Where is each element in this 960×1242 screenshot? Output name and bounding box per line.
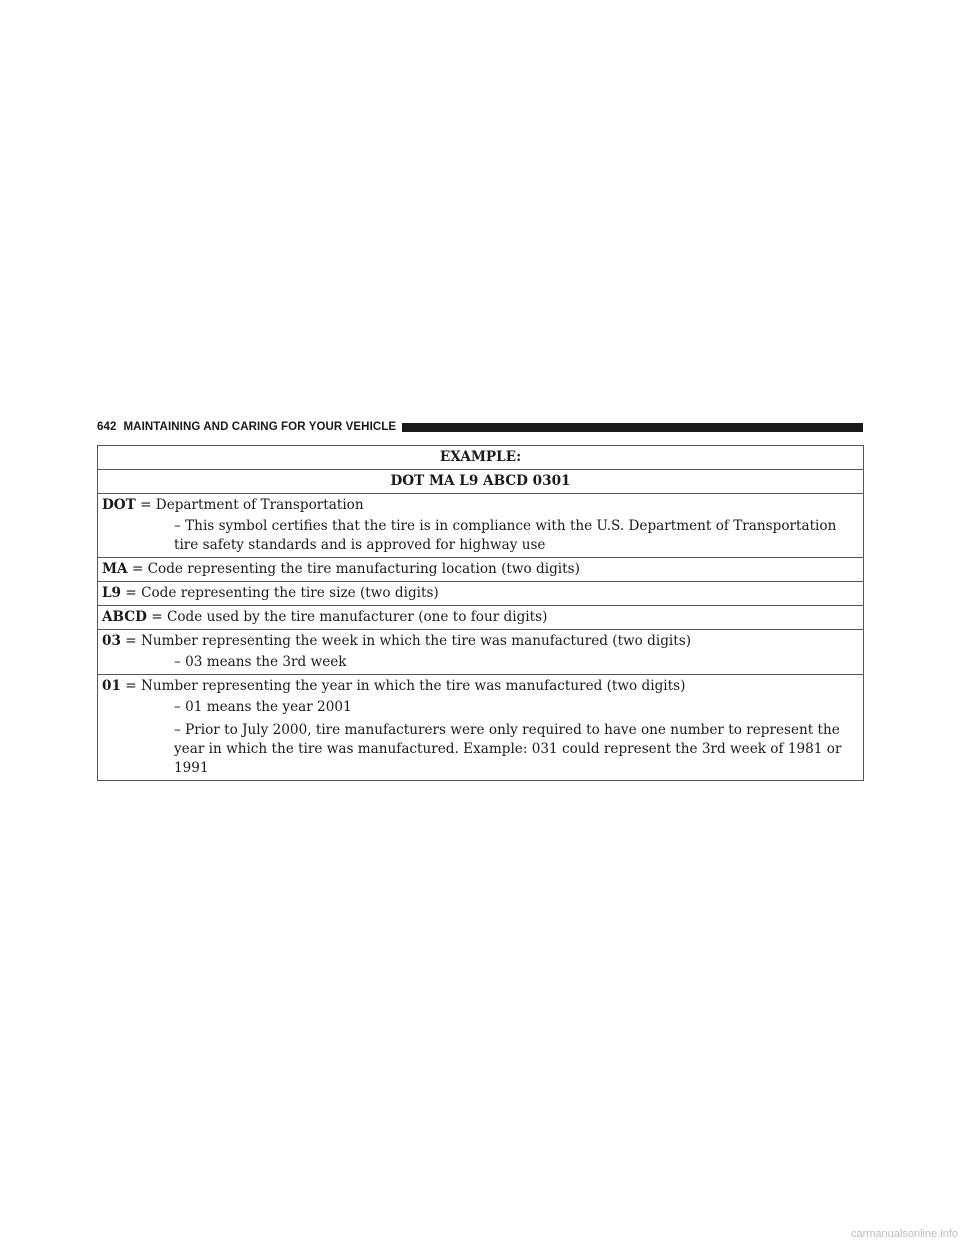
definition-line [102,608,859,627]
definition-cell [98,582,864,606]
definition-cell [98,494,864,558]
table-title-row [98,446,864,470]
example-code: DOT MA L9 ABCD 0301 [98,470,864,494]
definition-line [102,496,859,515]
tire-code-table [97,445,864,781]
table-row [98,494,864,558]
table-row [98,606,864,630]
definition-line [102,632,859,651]
table-row [98,675,864,781]
code-definition: = Code representing the tire size (two digits) [125,585,439,601]
code-term: 03 [102,633,121,649]
header-text [97,421,396,433]
code-definition: = Code used by the tire manufacturer (one to four digits) [151,609,548,625]
header-rule [402,423,863,432]
code-term: DOT [102,497,136,513]
table-row [98,582,864,606]
code-definition: = Number representing the week in which the tire was manufactured (two digits) [125,633,692,649]
code-term: 01 [102,678,121,694]
definition-note: – Prior to July 2000, tire manufacturers were only required to have one number to represent the year in which the tire was manufactured. Example: 031 could represent the 3rd week of 1981 or 1991 [174,722,842,776]
definition-line [102,584,859,603]
page-header [97,420,863,434]
page-number: 642 [97,421,117,433]
definition-note: – This symbol certifies that the tire is in compliance with the U.S. Department of Transportation tire safety standards and is approved for highway use [174,518,837,553]
definition-cell [98,558,864,582]
code-term: L9 [102,585,122,601]
code-term: ABCD [102,609,147,625]
definition-cell [98,675,864,781]
table-title: EXAMPLE: [98,446,864,470]
code-definition: = Department of Transportation [140,497,364,513]
table-row [98,558,864,582]
definition-note: – 03 means the 3rd week [174,654,347,670]
table-row [98,630,864,675]
definition-line [102,560,859,579]
section-title: MAINTAINING AND CARING FOR YOUR VEHICLE [123,421,397,433]
table-code-row [98,470,864,494]
code-definition: = Number representing the year in which the tire was manufactured (two digits) [125,678,686,694]
definition-cell [98,630,864,675]
definition-note: – 01 means the year 2001 [174,699,352,715]
code-term: MA [102,561,128,577]
definition-line [102,677,859,696]
definition-cell [98,606,864,630]
code-definition: = Code representing the tire manufacturing location (two digits) [131,561,580,577]
watermark: carmanualsonline.info [850,1228,958,1240]
